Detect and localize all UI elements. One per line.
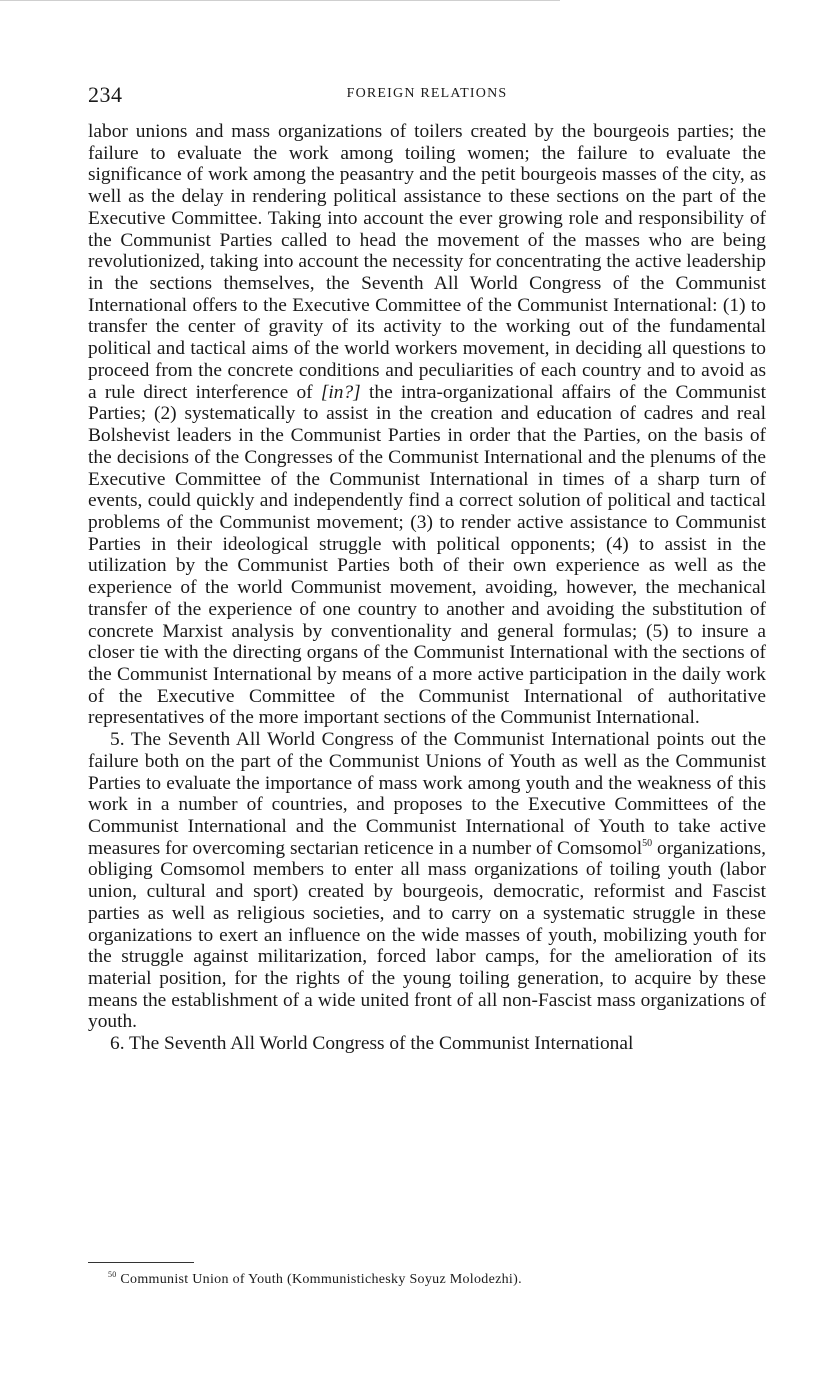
running-head: FOREIGN RELATIONS [346,86,508,101]
footnote-reference: 50 [642,837,653,849]
bracket-insert: [in?] [320,381,361,403]
paragraph-1-continuation: the intra-organizational affairs of the Communist Parties; (2) systematically to assist in the creation and education of cadres and real Bolshevist leaders in the Communist Parties in order that the Parties, on the basis of the decisions of the Congresses of the Communist International and the plenums of the Executive Committee of the Communist International in times of a sharp turn of events, could quickly and independently find a correct solution of political and tactical problems of the Communist movement; (3) to render active assistance to Communist Parties in their ideological struggle with political opponents; (4) to assist in the utilization by the Communist Parties both of their own experience as well as the experience of the world Communist movement, avoiding, however, the mechanical transfer of the experience of one country to another and avoiding the substitution of concrete Marxist analysis by conventionality and general formulas; (5) to insure a closer tie with the directing organs of the Communist International with the sections of the Communist International by means of a more active participation in the daily work of the Executive Committee of the Communist International of authoritative representatives of the more important sections of the Communist International. [88,381,766,729]
paragraph-continued [88,121,766,729]
footnote-number: 50 [108,1270,117,1279]
body-text [88,121,766,1055]
paragraph-1-text: labor unions and mass organizations of toilers created by the bourgeois parties; the failure to evaluate the work among toiling women; the failure to evaluate the significance of work among the peasantry and the petit bourgeois masses of the city, as well as the delay in rendering political assistance to these sections on the part of the Executive Committee. Taking into account the ever growing role and responsibility of the Communist Parties called to head the movement of the masses who are being revolutionized, taking into account the necessity for concentrating the active leadership in the sections themselves, the Seventh All World Congress of the Communist International offers to the Executive Committee of the Communist International: (1) to transfer the center of gravity of its activity to the working out of the fundamental political and tactical aims of the world workers movement, in deciding all questions to proceed from the concrete conditions and peculiarities of each country and to avoid as a rule direct interference of [88,121,766,403]
paragraph-5-text-b: organizations, obliging Comsomol members to enter all mass organizations of toiling youth (labor union, cultural and sport) created by bourgeois, democratic, reformist and Fascist parties as well as religious societies, and to carry on a systematic struggle in these organizations to exert an influence on the wide masses of youth, mobilizing youth for the struggle against militarization, forced labor camps, for the amelioration of its material position, for the rights of the young toiling generation, to acquire by these means the establishment of a wide united front of all non-Fascist mass organizations of youth. [88,837,766,1033]
footnote-text: Communist Union of Youth (Kommunistichesky Soyuz Molodezhi). [120,1272,522,1287]
page-header [88,80,766,110]
top-rule [0,0,560,1]
paragraph-6 [88,1033,766,1055]
footnote [108,1271,768,1289]
paragraph-5 [88,729,766,1033]
paragraph-6-text: 6. The Seventh All World Congress of the Communist International [110,1033,634,1055]
page-number: 234 [88,82,123,107]
footnote-rule [88,1262,194,1263]
paragraph-5-text-a: 5. The Seventh All World Congress of the Communist International points out the failure both on the part of the Communist Unions of Youth as well as the Communist Parties to evaluate the importance of mass work among youth and the weakness of this work in a number of countries, and proposes to the Executive Committees of the Communist International and the Communist International of Youth to take active measures for overcoming sectarian reticence in a number of Comsomol [88,729,766,859]
